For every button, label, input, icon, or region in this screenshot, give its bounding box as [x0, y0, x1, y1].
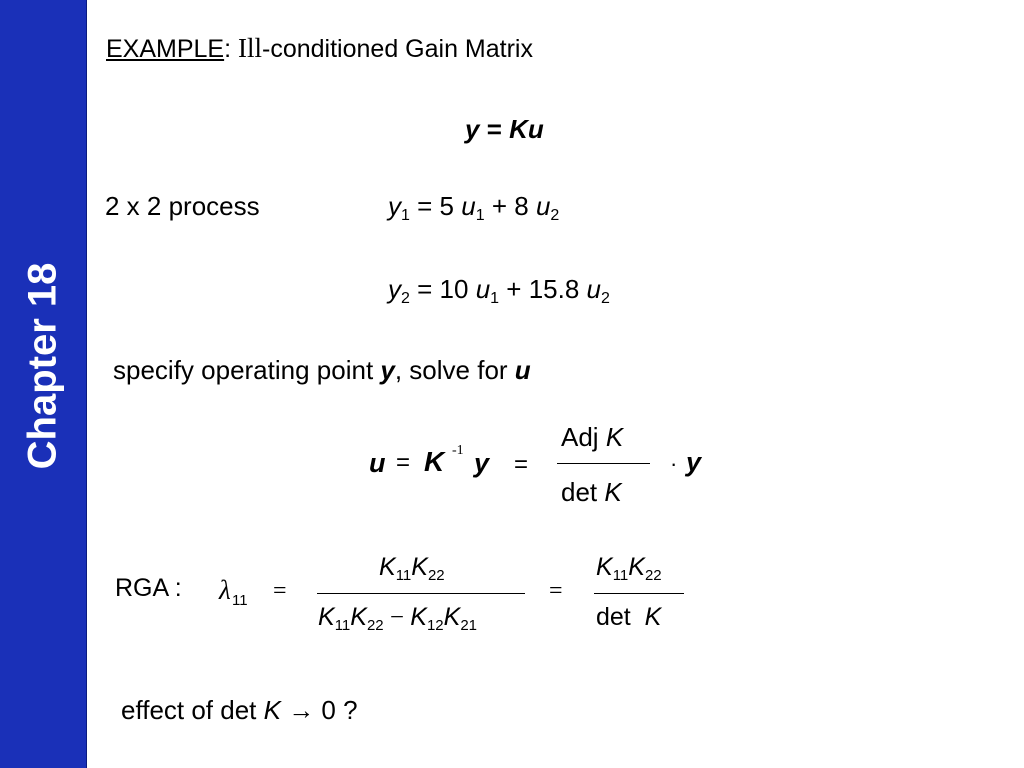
eq1-y: y: [388, 191, 401, 221]
effect-question: [121, 695, 358, 726]
rga-den1-s1: 11: [334, 617, 351, 634]
rga-den1-K3: K: [410, 603, 427, 631]
rga-den2-K: K: [644, 603, 662, 631]
rga-num2-K2: K: [628, 553, 645, 581]
eq2-u1-sub: 1: [490, 290, 500, 307]
main-equation: [465, 114, 544, 145]
rga-den1-s4: 21: [460, 617, 477, 634]
inv-eq1: =: [396, 449, 411, 476]
rga-den1-minus: −: [389, 604, 404, 631]
eq1-u1-sub: 1: [475, 207, 485, 224]
sidebar: [0, 0, 87, 768]
rga-num2-s2: 22: [644, 567, 662, 584]
eq2-u2-sub: 2: [601, 290, 610, 307]
rga-den2: [596, 603, 661, 632]
main-eq-lhs: y: [465, 114, 480, 144]
inv-eq2: =: [514, 451, 529, 478]
rga-eq2: =: [549, 578, 563, 604]
inv-sup: -1: [452, 443, 464, 458]
equation-1: [388, 191, 559, 225]
eq2-u2: u: [586, 274, 601, 304]
specify-pre: specify operating point: [113, 355, 381, 385]
inv-denominator: [561, 477, 622, 508]
inv-num-K: K: [605, 422, 624, 452]
rga-lambda: λ: [219, 575, 231, 605]
effect-post: 0 ?: [321, 695, 358, 725]
title-ill: Ill: [238, 33, 263, 63]
title-rest: -conditioned Gain Matrix: [262, 35, 533, 63]
eq2-mid: = 10: [409, 274, 476, 304]
eq2-y-sub: 2: [401, 290, 410, 307]
inv-den-K: K: [604, 477, 622, 507]
rga-lambda-sub: 11: [232, 592, 248, 609]
specify-y: y: [380, 355, 395, 385]
rga-fraction-line-2: [594, 593, 684, 594]
process-label: 2 x 2 process: [105, 191, 260, 221]
eq1-u2: u: [535, 191, 551, 221]
rga-num1-s1: 11: [395, 567, 412, 584]
rga-den2-det: det: [596, 603, 631, 631]
eq2-y: y: [388, 274, 401, 304]
rga-den1-s3: 12: [426, 617, 444, 634]
eq1-mid: = 5: [409, 191, 462, 221]
rga-num1: [379, 553, 445, 584]
rga-num2-K1: K: [596, 553, 613, 581]
eq1-u2-sub: 2: [550, 207, 560, 224]
slide-title: [106, 33, 533, 64]
effect-K: K: [263, 695, 281, 725]
effect-pre: effect of det: [121, 695, 264, 725]
inv-K: K: [424, 446, 445, 477]
rga-num1-s2: 22: [427, 567, 445, 584]
eq1-u1: u: [461, 191, 476, 221]
inv-u: u: [369, 448, 386, 478]
rga-num1-K1: K: [379, 553, 396, 581]
inv-dot: ·: [670, 451, 678, 476]
rga-den1: [318, 603, 477, 634]
rga-den1-K2: K: [350, 603, 367, 631]
eq2-plus: + 15.8: [499, 274, 587, 304]
rga-num2-s1: 11: [612, 567, 629, 584]
rga-fraction-line-1: [317, 593, 525, 594]
specify-text: [113, 355, 531, 386]
main-eq-rhs: Ku: [509, 114, 544, 144]
title-colon: :: [224, 35, 232, 63]
equation-2: [388, 274, 610, 308]
rga-label: RGA :: [115, 574, 182, 602]
rga-num2: [596, 553, 662, 584]
rga-den1-K1: K: [318, 603, 335, 631]
inv-num-adj: Adj: [561, 422, 599, 452]
rga-eq1: =: [273, 578, 287, 604]
eq1-y-sub: 1: [401, 207, 410, 224]
rga-den1-K4: K: [443, 603, 461, 631]
effect-arrow: →: [280, 695, 322, 725]
inv-numerator: [561, 422, 623, 453]
specify-u: u: [514, 355, 531, 385]
inv-den-det: det: [561, 477, 598, 507]
rga-den1-s2: 22: [366, 617, 384, 634]
example-label: EXAMPLE: [106, 35, 225, 63]
inv-y: y: [474, 448, 490, 478]
eq1-plus: + 8: [484, 191, 536, 221]
main-eq-equals: =: [479, 114, 510, 144]
inv-fraction-line: [557, 463, 650, 464]
rga-num1-K2: K: [411, 553, 428, 581]
inv-y2: y: [686, 447, 702, 477]
specify-mid: , solve for: [394, 355, 515, 385]
eq2-u1: u: [475, 274, 491, 304]
chapter-label: Chapter 18: [20, 262, 65, 470]
